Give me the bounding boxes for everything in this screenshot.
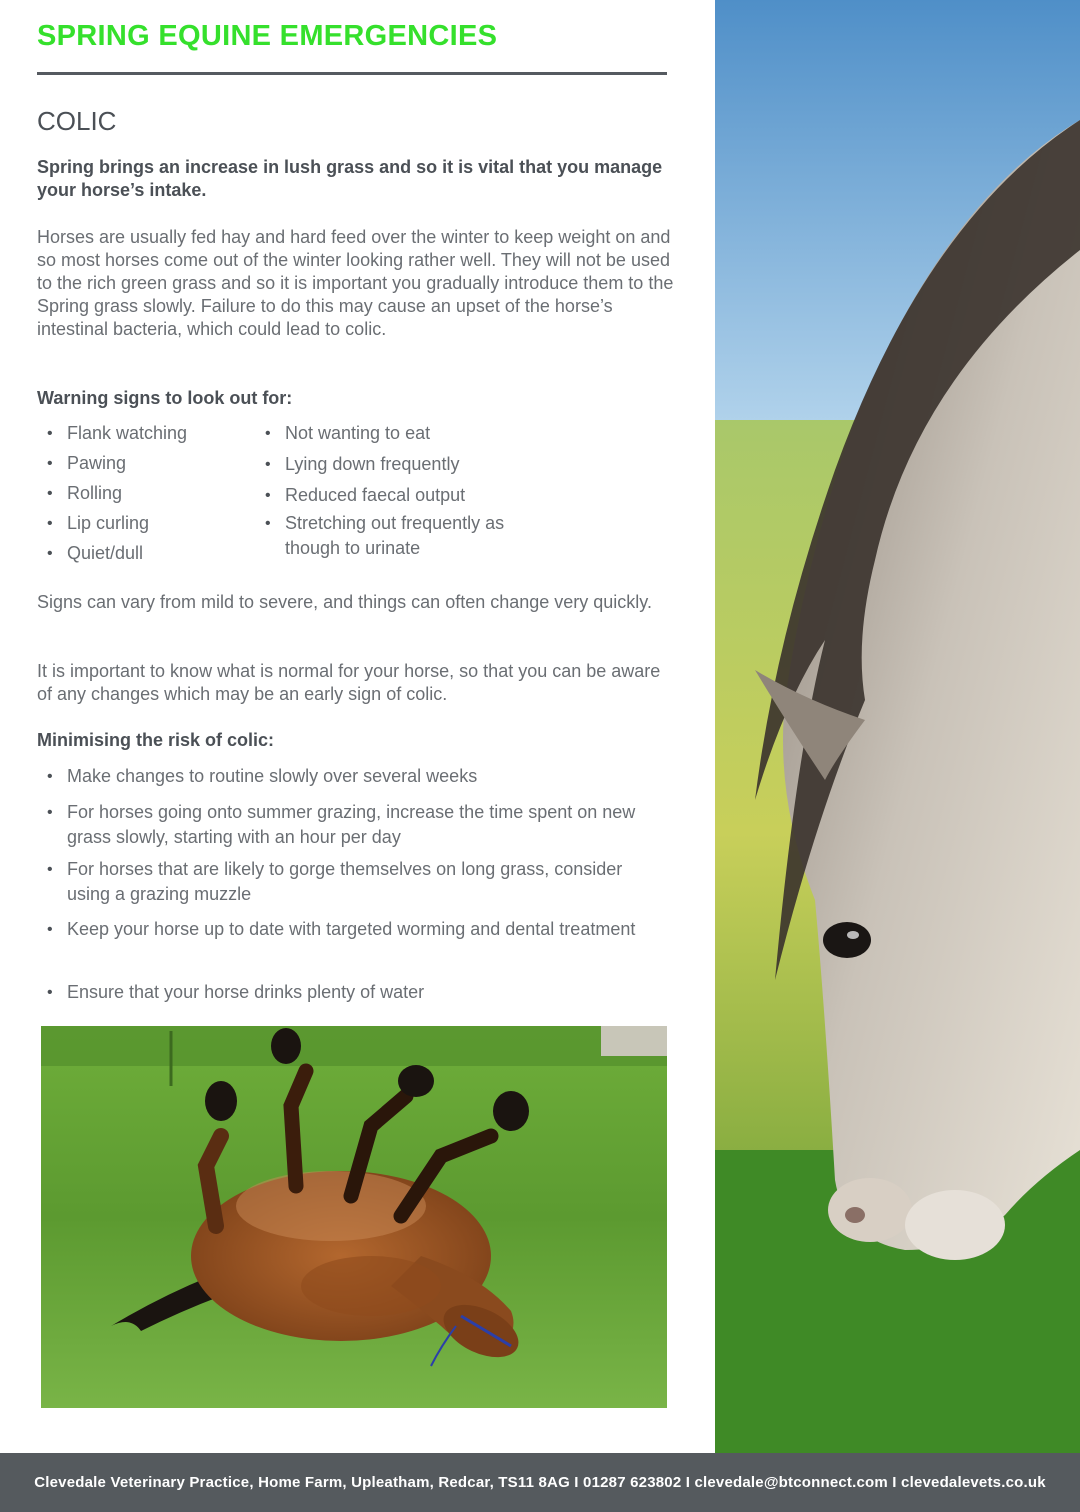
list-item: • Quiet/dull xyxy=(37,541,267,566)
list-item: • Lying down frequently xyxy=(255,452,585,477)
page-title: SPRING EQUINE EMERGENCIES xyxy=(37,20,498,52)
list-item: • Reduced faecal output xyxy=(255,483,585,508)
list-item: • Lip curling xyxy=(37,511,267,536)
list-item: • Pawing xyxy=(37,451,267,476)
list-item: • For horses that are likely to gorge themselves on long grass, consider using a grazing muzzle xyxy=(37,857,637,907)
list-item: • Rolling xyxy=(37,481,267,506)
list-item: • Keep your horse up to date with targeted worming and dental treatment xyxy=(37,917,637,942)
warning-signs-heading: Warning signs to look out for: xyxy=(37,388,293,408)
paragraph-feeding: Horses are usually fed hay and hard feed over the winter to keep weight on and so most horses come out of the winter looking rather well. They will not be used to the rich green grass and so it is important you gradually introduce them to the Spring grass slowly. Failure to do this may cause an upset of the horse’s intestinal bacteria, which could lead to colic. xyxy=(37,227,674,339)
footer-contact-bar xyxy=(0,1453,1080,1512)
grazing-horse-photo xyxy=(715,0,1080,1453)
list-item: • Flank watching xyxy=(37,421,267,446)
footer-contact-text: Clevedale Veterinary Practice, Home Farm, Upleatham, Redcar, TS11 8AG I 01287 623802 I clevedale@btconnect.com I clevedalevets.co.uk xyxy=(34,1474,1046,1491)
paragraph-normal: It is important to know what is normal for your horse, so that you can be aware of any changes which may be an early sign of colic. xyxy=(37,661,661,704)
list-item: • Not wanting to eat xyxy=(255,421,585,446)
paragraph-severity: Signs can vary from mild to severe, and things can often change very quickly. xyxy=(37,592,652,612)
list-item: • Stretching out frequently as though to urinate xyxy=(255,511,560,561)
rolling-horse-photo xyxy=(41,1026,667,1408)
section-heading: COLIC xyxy=(37,106,117,136)
list-item: • For horses going onto summer grazing, increase the time spent on new grass slowly, starting with an hour per day xyxy=(37,800,637,850)
intro-text: Spring brings an increase in lush grass and so it is vital that you manage your horse’s intake. xyxy=(37,157,663,200)
list-item: • Ensure that your horse drinks plenty of water xyxy=(37,980,637,1005)
list-item: • Make changes to routine slowly over several weeks xyxy=(37,764,637,789)
title-divider xyxy=(37,72,667,75)
minimise-risk-heading: Minimising the risk of colic: xyxy=(37,730,275,750)
